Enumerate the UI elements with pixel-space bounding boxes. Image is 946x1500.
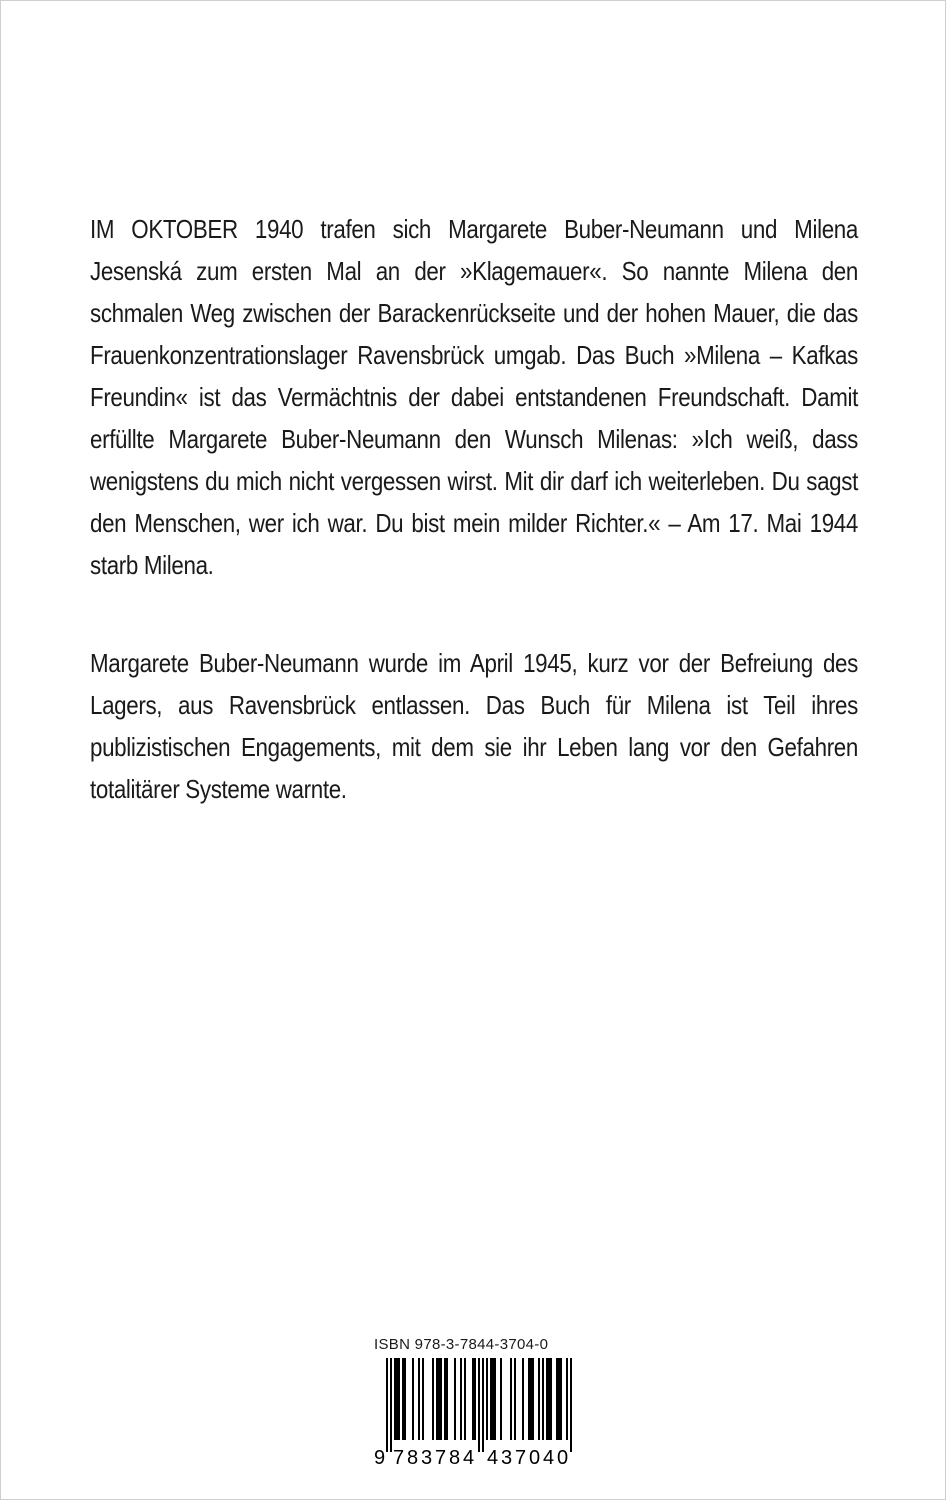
barcode-bar — [500, 1358, 502, 1440]
barcode-bar — [460, 1358, 462, 1440]
isbn-block — [374, 1336, 574, 1470]
barcode-digit: 0 — [529, 1447, 541, 1469]
barcode-digit: 7 — [515, 1447, 527, 1469]
barcode-digit: 3 — [421, 1447, 433, 1469]
barcode-bar — [436, 1358, 442, 1440]
barcode-digit: 0 — [557, 1447, 569, 1469]
barcode-digit: 8 — [407, 1447, 419, 1469]
barcode-bar — [422, 1358, 424, 1440]
barcode-bar — [444, 1358, 448, 1440]
barcode-bar — [402, 1358, 406, 1440]
barcode-bar — [538, 1358, 540, 1440]
barcode-bar — [454, 1358, 456, 1440]
barcode-bar — [542, 1358, 544, 1440]
barcode-digit: 9 — [374, 1447, 386, 1469]
barcode-digit: 4 — [487, 1447, 499, 1469]
barcode-guard-bar — [482, 1358, 484, 1452]
barcode-bar — [514, 1358, 516, 1440]
blurb-paragraph-2-container — [90, 642, 858, 810]
barcode-bar — [522, 1358, 524, 1440]
barcode-bar — [510, 1358, 512, 1440]
barcode-digit: 4 — [543, 1447, 555, 1469]
barcode-guard-bar — [478, 1358, 480, 1452]
barcode-bar — [566, 1358, 568, 1440]
barcode-bar — [418, 1358, 420, 1440]
barcode-digit: 3 — [501, 1447, 513, 1469]
barcode-bar — [546, 1358, 552, 1440]
barcode-bar — [490, 1358, 496, 1440]
barcode-digit: 7 — [435, 1447, 447, 1469]
barcode-digit: 8 — [449, 1447, 461, 1469]
isbn-label: ISBN 978-3-7844-3704-0 — [374, 1336, 549, 1353]
barcode-digit: 7 — [393, 1447, 405, 1469]
barcode-bar — [432, 1358, 434, 1440]
barcode-guard-bar — [390, 1358, 392, 1452]
barcode-guard-bar — [386, 1358, 388, 1452]
blurb-paragraph-1: IM OKTOBER 1940 trafen sich Margarete Buber-Neumann und Milena Jesenská zum ersten Mal an der »Klagemauer«. So nannte Milena den schmalen Weg zwischen der Barackenrückseite und der hohen Mauer, die das Frauenkonzentrationslager Ravensbrück umgab. Das Buch »Milena – Kafkas Freundin« ist das Vermächtnis der dabei entstandenen Freundschaft. Damit erfüllte Margarete Buber-Neumann den Wunsch Milenas: »Ich weiß, dass wenigstens du mich nicht vergessen wirst. Mit dir darf ich weiterleben. Du sagst den Menschen, wer ich war. Du bist mein milder Richter.« – Am 17. Mai 1944 starb Milena. — [90, 214, 858, 580]
blurb-paragraph-1-container — [90, 208, 858, 586]
barcode-bar — [472, 1358, 476, 1440]
blurb-paragraph-2: Margarete Buber-Neumann wurde im April 1945, kurz vor der Befreiung des Lagers, aus Ravensbrück entlassen. Das Buch für Milena ist Teil ihres publizistischen Engagements, mit dem sie ihr Leben lang vor den Gefahren totalitärer Systeme warnte. — [90, 648, 858, 804]
barcode-bar — [528, 1358, 534, 1440]
barcode-guard-bar — [570, 1358, 572, 1452]
barcode-bar — [464, 1358, 466, 1440]
barcode-bar — [394, 1358, 400, 1440]
barcode-digit: 4 — [463, 1447, 475, 1469]
barcode-image — [374, 1358, 574, 1470]
barcode-bar — [556, 1358, 562, 1440]
barcode-bar — [486, 1358, 488, 1440]
barcode-bar — [412, 1358, 414, 1440]
